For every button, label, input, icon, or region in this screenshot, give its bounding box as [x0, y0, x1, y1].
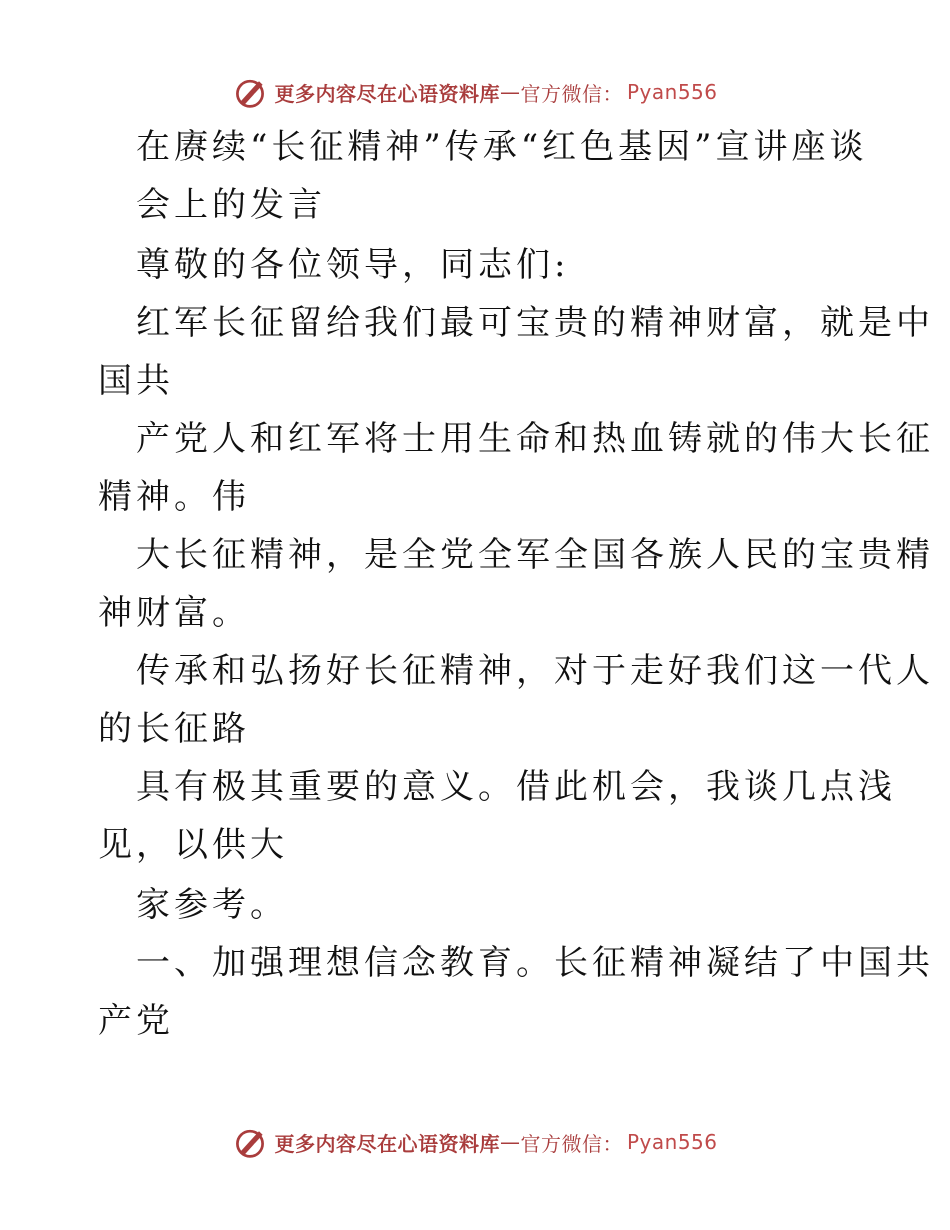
doc-line: 神财富。	[98, 593, 250, 633]
banner-text: 更多内容尽在心语资料库	[274, 1131, 500, 1156]
doc-line: 家参考。	[136, 885, 288, 925]
doc-line: 产党	[98, 1001, 174, 1041]
doc-section-heading: 一、加强理想信念教育。长征精神凝结了中国共	[136, 943, 934, 983]
banner-wechat-label: 官方微信：	[520, 81, 623, 106]
pen-logo-icon	[232, 74, 268, 110]
banner-wechat-id: Pyan556	[626, 80, 718, 104]
doc-line: 精神。伟	[98, 477, 250, 517]
doc-line: 的长征路	[98, 709, 250, 749]
doc-line: 传承和弘扬好长征精神，对于走好我们这一代人	[136, 651, 934, 691]
doc-line: 国共	[98, 361, 174, 401]
banner-wechat-id: Pyan556	[626, 1130, 718, 1154]
doc-line: 具有极其重要的意义。借此机会，我谈几点浅	[136, 767, 896, 807]
pen-logo-icon	[232, 1124, 268, 1160]
doc-title-line-2: 会上的发言	[136, 185, 326, 225]
banner-wechat-label: 官方微信：	[520, 1131, 623, 1156]
doc-salutation: 尊敬的各位领导，同志们:	[136, 245, 570, 285]
header-banner	[0, 72, 950, 112]
banner-text: 更多内容尽在心语资料库	[274, 81, 500, 106]
banner-dash: —	[499, 80, 521, 104]
banner-dash: —	[499, 1130, 521, 1154]
doc-line: 产党人和红军将士用生命和热血铸就的伟大长征	[136, 419, 934, 459]
footer-banner	[0, 1122, 950, 1162]
doc-title-line-1: 在赓续“长征精神”传承“红色基因”宣讲座谈	[136, 127, 868, 167]
doc-line: 红军长征留给我们最可宝贵的精神财富，就是中	[136, 303, 934, 343]
doc-line: 大长征精神，是全党全军全国各族人民的宝贵精	[136, 535, 934, 575]
doc-line: 见，以供大	[98, 825, 288, 865]
